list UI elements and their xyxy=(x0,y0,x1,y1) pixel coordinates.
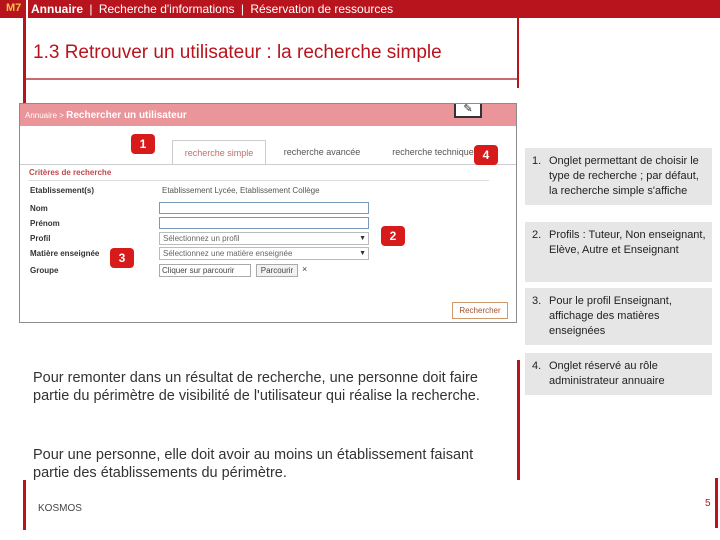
paragraph-perimetre: Pour remonter dans un résultat de recherche, une personne doit faire partie du périmètre de visibilité de l'utilisateur qui réalise la recherche. xyxy=(33,370,480,404)
footer-kosmos: KOSMOS xyxy=(38,503,82,514)
breadcrumb-separator: | xyxy=(89,2,93,16)
groupe-input[interactable]: Cliquer sur parcourir xyxy=(159,264,251,277)
note-text: Onglet réservé au rôle administrateur annuaire xyxy=(549,360,665,387)
bottom-left-rule xyxy=(23,480,26,530)
tab-recherche-technique[interactable]: recherche technique xyxy=(392,147,474,157)
marker-1: 1 xyxy=(131,134,155,154)
breadcrumb xyxy=(31,2,393,16)
criteria-divider xyxy=(29,180,489,181)
note-number: 4. xyxy=(532,360,542,372)
parcourir-button[interactable]: Parcourir xyxy=(256,264,298,277)
top-bar xyxy=(0,0,720,18)
right-vertical-rule xyxy=(517,18,519,88)
document-edit-icon[interactable]: ✎ xyxy=(454,103,482,118)
breadcrumb-separator: | xyxy=(240,2,244,16)
chevron-down-icon: ▼ xyxy=(359,250,366,257)
note-text: Onglet permettant de choisir le type de recherche ; par défaut, la recherche simple s'affiche xyxy=(549,155,699,197)
nom-label: Nom xyxy=(30,204,48,213)
embedded-screenshot xyxy=(19,103,517,323)
screenshot-breadcrumb xyxy=(25,110,187,121)
screenshot-breadcrumb-prefix: Annuaire > xyxy=(25,111,67,120)
bottom-vertical-rule xyxy=(517,360,520,480)
rechercher-button[interactable]: Rechercher xyxy=(452,302,508,319)
tab-divider xyxy=(20,164,516,165)
tab-recherche-simple[interactable]: recherche simple xyxy=(172,140,266,165)
marker-3: 3 xyxy=(110,248,134,268)
title-underline xyxy=(26,78,517,80)
note-text: Profils : Tuteur, Non enseignant, Elève, Autre et Enseignant xyxy=(549,229,706,256)
note-number: 1. xyxy=(532,155,542,167)
matiere-label: Matière enseignée xyxy=(30,249,100,258)
breadcrumb-reservation[interactable]: Réservation de ressources xyxy=(250,2,394,16)
note-number: 2. xyxy=(532,229,542,241)
tab-recherche-avancee[interactable]: recherche avancée xyxy=(283,147,361,157)
screenshot-breadcrumb-title: Rechercher un utilisateur xyxy=(66,110,187,121)
note-text: Pour le profil Enseignant, affichage des matières enseignées xyxy=(549,295,672,337)
criteria-title: Critères de recherche xyxy=(29,168,112,177)
breadcrumb-recherche[interactable]: Recherche d'informations xyxy=(98,2,235,16)
note-3 xyxy=(525,288,712,345)
note-4 xyxy=(525,353,712,395)
top-bar-separator xyxy=(26,0,28,18)
breadcrumb-annuaire[interactable]: Annuaire xyxy=(31,2,84,16)
prenom-input[interactable] xyxy=(159,217,369,229)
note-number: 3. xyxy=(532,295,542,307)
chevron-down-icon: ▼ xyxy=(359,235,366,242)
profil-label: Profil xyxy=(30,234,51,243)
search-tabs xyxy=(160,140,516,164)
profil-select[interactable] xyxy=(159,232,369,245)
marker-2: 2 xyxy=(381,226,405,246)
page-number: 5 xyxy=(705,498,711,509)
bottom-right-rule xyxy=(715,478,718,528)
screenshot-header xyxy=(20,104,516,126)
nom-input[interactable] xyxy=(159,202,369,214)
matiere-select-value: Sélectionnez une matière enseignée xyxy=(163,249,293,258)
note-2 xyxy=(525,222,712,282)
matiere-select[interactable] xyxy=(159,247,369,260)
etablissements-value: Etablissement Lycée, Etablissement Collège xyxy=(162,186,320,195)
clear-icon[interactable]: × xyxy=(302,264,308,274)
paragraph-etablissement: Pour une personne, elle doit avoir au moins un établissement faisant partie des établissements du périmètre. xyxy=(33,447,474,481)
etablissements-label: Etablissement(s) xyxy=(30,186,95,195)
profil-select-value: Sélectionnez un profil xyxy=(163,234,240,243)
groupe-label: Groupe xyxy=(30,266,59,275)
page-title: 1.3 Retrouver un utilisateur : la recherche simple xyxy=(33,42,442,63)
m7-logo: M7 xyxy=(6,2,22,14)
note-1 xyxy=(525,148,712,205)
prenom-label: Prénom xyxy=(30,219,60,228)
marker-4: 4 xyxy=(474,145,498,165)
